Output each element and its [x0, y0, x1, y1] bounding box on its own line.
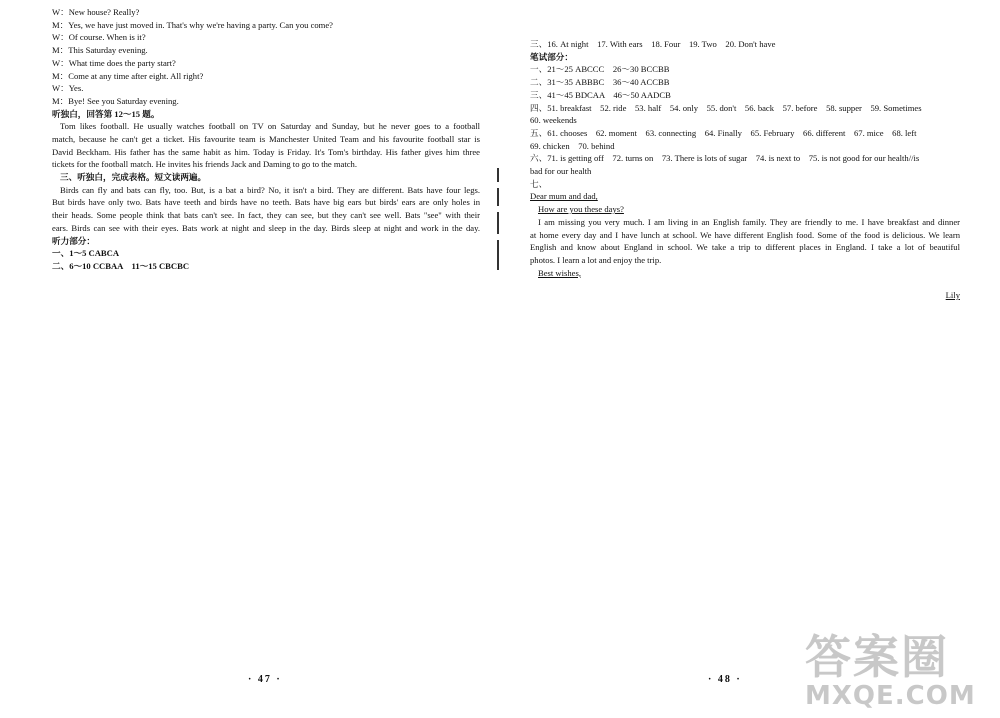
text-line: 60. weekends: [530, 115, 577, 126]
text-line: photos. I learn a lot and enjoy the trip.: [530, 254, 662, 265]
text-line: 二、6～10 CCBAA 11～15 CBCBC: [52, 260, 190, 271]
page-number-left: · 47 ·: [248, 674, 282, 685]
text-line: W：New house? Really?: [52, 7, 140, 17]
page-number-right: · 48 ·: [708, 674, 742, 685]
text-line: M：Bye! See you Saturday evening.: [52, 95, 179, 106]
text-line: 听独白，回答第 12～15 题。: [52, 108, 160, 119]
text-line: M：Come at any time after eight. All right?: [52, 70, 204, 81]
text-line: 一、1～5 CABCA: [52, 248, 120, 259]
text-line: 69. chicken 70. behind: [530, 140, 615, 151]
letter-signature: Lily: [945, 290, 960, 300]
watermark-bottom-text: MXQE.COM: [805, 681, 976, 711]
right-page: [500, 0, 1000, 718]
text-line: Dear mum and dad,: [530, 191, 598, 202]
text-line: 听力部分：: [52, 235, 95, 246]
text-line: W：Of course. When is it?: [52, 32, 146, 43]
text-line: ears. Birds can see with their eyes. Bats work at night and sleep in the day. Birds sleep at night and work in the day.: [52, 222, 480, 233]
text-line: M：Yes, we have just moved in. That's why we're having a party. Can you come?: [52, 19, 333, 30]
text-line: 一、21～25 ABCCC 26～30 BCCBB: [530, 64, 670, 75]
text-line: How are you these days?: [538, 204, 624, 215]
text-line: Tom likes football. He usually watches football on TV on Saturday and Sunday, but he never goes to a football: [60, 121, 480, 132]
text-line: I am missing you very much. I am living in an English family. They are friendly to me. I have breakfast and dinner: [538, 216, 960, 227]
text-line: David Beckham. His father has the same habit as him. Today is Friday. It's Tom's birthday. His father gives him three: [52, 146, 480, 157]
text-line: their heads. Some people think that bats can't see. In fact, they can see, but they can't see well. Bats "see" with their: [52, 210, 480, 221]
text-line: But birds have only two. Bats have teeth and birds have no teeth. Bats have big ears but birds' ears are only holes in: [52, 197, 480, 208]
text-line: 四、51. breakfast 52. ride 53. half 54. only 55. don't 56. back 57. before 58. supper 59. Sometimes: [530, 102, 922, 113]
text-line: 三、16. At night 17. With ears 18. Four 19. Two 20. Don't have: [530, 39, 776, 49]
text-line: 三、41～45 BDCAA 46～50 AADCB: [530, 89, 671, 100]
watermark-top-text: 答案圈: [805, 630, 949, 684]
text-line: at home every day and I have lunch at school. We have different English food. Some of the food is delicious. We learn: [530, 229, 960, 240]
text-line: match, because he can't get a ticket. His favourite team is Manchester United Team and his favourite football star is: [52, 134, 480, 145]
text-line: W：What time does the party start?: [52, 57, 176, 68]
text-line: tickets for the football match. He invites his friends Jack and Daming to go to the match.: [52, 159, 358, 170]
text-line: bad for our health: [530, 166, 592, 177]
text-line: 三、听独白，完成表格。短文读两遍。: [60, 172, 207, 183]
text-line: 五、61. chooses 62. moment 63. connecting 64. Finally 65. February 66. different 67. mice 68. left: [530, 127, 917, 138]
text-line: Best wishes,: [538, 267, 581, 278]
text-line: 七、: [530, 178, 548, 189]
text-line: English and know about England in school. We take a trip to different places in England. I take a lot of beautiful: [530, 242, 960, 253]
text-line: 笔试部分：: [530, 51, 573, 62]
text-line: Birds can fly and bats can fly, too. But, is a bat a bird? No, it isn't a bird. They are different. Bats have four legs.: [60, 184, 480, 195]
watermark-logo: [805, 632, 990, 712]
text-line: W：Yes.: [52, 83, 84, 94]
text-line: 六、71. is getting off 72. turns on 73. There is lots of sugar 74. is next to 75. is not good for our health//is: [530, 153, 920, 164]
text-line: 二、31～35 ABBBC 36～40 ACCBB: [530, 77, 670, 88]
text-line: M：This Saturday evening.: [52, 45, 148, 56]
